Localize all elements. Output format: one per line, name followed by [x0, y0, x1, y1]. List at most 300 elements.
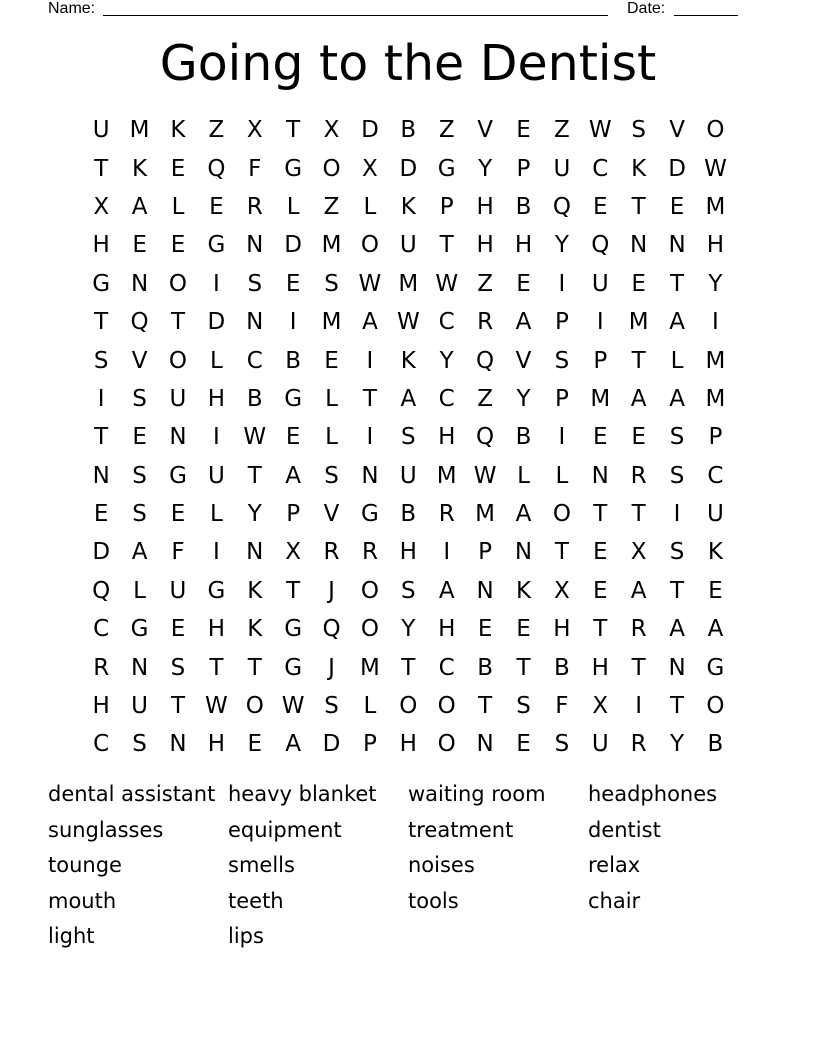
grid-cell: T [631, 193, 646, 220]
grid-cell: S [669, 462, 685, 489]
grid-cell: H [92, 232, 110, 259]
grid-cell: M [321, 309, 342, 336]
grid-cell: N [92, 462, 110, 489]
grid-cell: U [553, 155, 571, 182]
grid-cell: B [553, 654, 570, 681]
grid-cell: H [476, 232, 494, 259]
grid-cell: C [438, 385, 455, 412]
grid-cell: S [93, 347, 109, 374]
grid-cell: E [247, 731, 263, 758]
grid-cell: A [131, 539, 148, 566]
date-label: Date: [627, 0, 666, 17]
grid-cell: R [630, 462, 647, 489]
grid-cell: Q [130, 309, 149, 336]
grid-cell: W [704, 155, 727, 182]
grid-cell: S [401, 577, 416, 604]
grid-cell: P [708, 424, 723, 451]
grid-cell: B [246, 385, 263, 412]
grid-cell: H [476, 193, 494, 220]
grid-cell: E [170, 501, 186, 528]
grid-cell: U [707, 501, 724, 528]
grid-cell: I [97, 385, 105, 412]
grid-cell: I [712, 309, 719, 336]
word-list-item: tools [408, 888, 459, 913]
word-list-item: light [48, 924, 95, 948]
grid-cell: Q [476, 424, 495, 451]
word-list-item: teeth [228, 888, 284, 913]
grid-cell: E [593, 424, 608, 451]
grid-cell: Y [708, 270, 723, 297]
grid-cell: A [630, 385, 647, 412]
grid-cell: C [93, 731, 110, 758]
grid-cell: X [246, 117, 263, 144]
grid-cell: U [591, 731, 609, 758]
grid-cell: N [630, 232, 648, 259]
grid-cell: H [438, 616, 456, 643]
grid-cell: O [360, 577, 379, 604]
grid-cell: T [631, 347, 646, 374]
grid-cell: Y [516, 385, 531, 412]
grid-cell: V [515, 347, 532, 374]
grid-cell: I [366, 424, 374, 451]
grid-cell: K [400, 347, 416, 374]
grid-cell: G [130, 616, 149, 643]
word-list-item: dental assistant [48, 782, 216, 806]
grid-cell: E [631, 270, 646, 297]
grid-cell: P [554, 385, 569, 412]
grid-cell: T [516, 654, 531, 681]
grid-cell: V [477, 117, 493, 144]
word-list-item: heavy blanket [228, 782, 377, 806]
grid-cell: H [553, 616, 571, 643]
grid-cell: S [132, 731, 147, 758]
grid-cell: C [438, 309, 455, 336]
grid-cell: A [515, 501, 532, 528]
word-list-item: headphones [588, 782, 718, 806]
grid-cell: T [94, 424, 109, 451]
grid-cell: T [439, 232, 454, 259]
grid-cell: N [130, 270, 149, 297]
word-list-item: lips [228, 924, 264, 948]
grid-cell: E [209, 193, 224, 220]
grid-cell: E [132, 424, 147, 451]
grid-cell: Q [552, 193, 571, 220]
grid-cell: P [362, 731, 377, 758]
grid-cell: K [400, 193, 416, 220]
grid-cell: M [705, 385, 726, 412]
grid-cell: O [360, 616, 379, 643]
grid-cell: S [324, 693, 339, 720]
grid-cell: M [705, 347, 726, 374]
grid-cell: T [478, 693, 493, 720]
grid-cell: Q [476, 347, 495, 374]
grid-cell: F [555, 693, 569, 720]
grid-cell: M [360, 654, 380, 681]
grid-cell: S [132, 385, 147, 412]
grid-cell: A [438, 577, 455, 604]
grid-cell: O [706, 693, 725, 720]
grid-cell: A [285, 731, 302, 758]
grid-cell: E [593, 539, 608, 566]
grid-cell: H [438, 424, 456, 451]
grid-cell: H [706, 232, 725, 259]
grid-cell: E [285, 270, 301, 297]
grid-cell: C [707, 462, 724, 489]
grid-cell: D [399, 155, 418, 182]
grid-cell: M [129, 117, 150, 144]
grid-cell: R [361, 539, 378, 566]
grid-cell: K [170, 117, 186, 144]
grid-cell: S [247, 270, 263, 297]
grid-cell: G [207, 577, 226, 604]
word-list-item: waiting room [408, 782, 546, 806]
grid-cell: P [478, 539, 493, 566]
grid-cell: A [515, 309, 532, 336]
grid-cell: M [398, 270, 419, 297]
grid-cell: H [207, 731, 226, 758]
grid-cell: D [284, 232, 302, 259]
grid-cell: P [439, 193, 454, 220]
grid-cell: J [328, 654, 335, 681]
word-list-item: chair [588, 888, 641, 913]
grid-cell: I [558, 424, 566, 451]
grid-cell: T [209, 654, 224, 681]
grid-cell: L [286, 193, 300, 220]
grid-cell: T [593, 501, 608, 528]
grid-cell: I [673, 501, 681, 528]
grid-cell: D [361, 117, 379, 144]
grid-cell: T [94, 309, 109, 336]
grid-cell: T [670, 270, 685, 297]
grid-cell: Z [477, 385, 493, 412]
word-list [48, 777, 768, 955]
grid-cell: B [285, 347, 302, 374]
grid-cell: S [554, 347, 570, 374]
grid-cell: O [245, 693, 264, 720]
grid-cell: I [366, 347, 374, 374]
grid-cell: U [399, 462, 417, 489]
grid-cell: H [591, 654, 609, 681]
page-title: Going to the Dentist [159, 35, 657, 92]
grid-cell: U [399, 232, 417, 259]
grid-cell: P [593, 347, 608, 374]
grid-cell: Y [401, 616, 416, 643]
word-list-item: relax [588, 853, 641, 877]
grid-cell: N [514, 539, 533, 566]
grid-cell: W [473, 462, 497, 489]
grid-cell: U [591, 270, 609, 297]
grid-cell: E [170, 616, 186, 643]
word-list-item: mouth [48, 888, 117, 913]
grid-cell: N [668, 654, 686, 681]
grid-cell: A [400, 385, 417, 412]
grid-cell: A [285, 462, 302, 489]
grid-cell: Z [554, 117, 570, 144]
grid-cell: Z [438, 117, 455, 144]
grid-cell: F [248, 155, 262, 182]
word-list-item: sunglasses [48, 817, 164, 842]
grid-cell: E [132, 232, 147, 259]
grid-cell: R [477, 309, 494, 336]
grid-cell: A [669, 309, 685, 336]
grid-cell: P [516, 155, 531, 182]
grid-cell: M [705, 193, 726, 220]
grid-cell: O [360, 232, 379, 259]
grid-cell: K [247, 577, 263, 604]
grid-cell: N [169, 731, 187, 758]
grid-cell: O [437, 731, 456, 758]
grid-cell: B [400, 117, 417, 144]
grid-cell: A [131, 193, 148, 220]
grid-cell: G [284, 155, 303, 182]
grid-cell: T [631, 501, 646, 528]
grid-cell: G [284, 385, 303, 412]
grid-cell: E [516, 117, 531, 144]
grid-cell: G [361, 501, 379, 528]
grid-cell: H [514, 232, 533, 259]
grid-cell: H [92, 693, 110, 720]
grid-cell: C [246, 347, 263, 374]
grid-cell: N [130, 654, 149, 681]
grid-cell: C [438, 654, 455, 681]
grid-cell: A [630, 577, 647, 604]
grid-cell: F [171, 539, 185, 566]
grid-cell: T [401, 654, 416, 681]
grid-cell: I [289, 309, 297, 336]
grid-cell: V [669, 117, 685, 144]
grid-cell: E [324, 347, 339, 374]
grid-cell: T [94, 155, 109, 182]
grid-cell: T [670, 693, 685, 720]
grid-cell: X [592, 693, 609, 720]
grid-cell: E [516, 270, 531, 297]
grid-cell: S [631, 117, 646, 144]
grid-cell: Y [478, 155, 493, 182]
grid-cell: N [246, 309, 264, 336]
grid-cell: W [281, 693, 305, 720]
name-blank-line[interactable] [103, 15, 608, 16]
grid-cell: T [170, 693, 185, 720]
grid-cell: G [169, 462, 187, 489]
grid-cell: L [209, 347, 223, 374]
grid-cell: D [92, 539, 111, 566]
grid-cell: E [516, 616, 531, 643]
grid-cell: S [401, 424, 416, 451]
grid-cell: H [399, 731, 417, 758]
grid-cell: I [635, 693, 643, 720]
grid-cell: I [212, 539, 220, 566]
grid-cell: W [435, 270, 459, 297]
grid-cell: U [131, 693, 148, 720]
grid-cell: Z [323, 193, 340, 220]
grid-cell: N [361, 462, 379, 489]
grid-cell: S [170, 654, 186, 681]
grid-cell: S [669, 539, 685, 566]
grid-cell: A [669, 385, 685, 412]
grid-cell: T [247, 654, 262, 681]
grid-cell: L [133, 577, 146, 604]
grid-cell: Y [554, 232, 569, 259]
grid-cell: S [324, 270, 339, 297]
word-list-item: equipment [228, 817, 342, 842]
grid-cell: K [707, 539, 723, 566]
grid-cell: M [436, 462, 457, 489]
grid-cell: Q [591, 232, 610, 259]
word-list-item: tounge [48, 853, 122, 877]
grid-cell: K [132, 155, 148, 182]
grid-cell: A [362, 309, 378, 336]
word-list-item: noises [408, 853, 475, 877]
grid-cell: N [668, 232, 686, 259]
grid-cell: E [170, 232, 186, 259]
grid-cell: X [362, 155, 378, 182]
grid-cell: G [437, 155, 456, 182]
grid-cell: N [246, 232, 264, 259]
grid-cell: I [212, 424, 220, 451]
grid-cell: Y [670, 731, 685, 758]
grid-cell: G [92, 270, 111, 297]
grid-cell: E [285, 424, 301, 451]
grid-cell: Q [322, 616, 341, 643]
grid-cell: R [93, 654, 110, 681]
grid-cell: A [669, 616, 685, 643]
grid-cell: E [708, 577, 723, 604]
grid-cell: K [247, 616, 263, 643]
grid-cell: Q [92, 577, 111, 604]
grid-cell: L [517, 462, 530, 489]
grid-cell: M [321, 232, 342, 259]
grid-cell: N [476, 731, 494, 758]
grid-cell: L [171, 193, 185, 220]
grid-cell: N [246, 539, 264, 566]
grid-cell: W [243, 424, 267, 451]
grid-cell: M [628, 309, 649, 336]
grid-cell: D [207, 309, 226, 336]
grid-cell: T [286, 577, 301, 604]
grid-cell: R [246, 193, 263, 220]
grid-cell: P [554, 309, 569, 336]
grid-cell: B [400, 501, 417, 528]
grid-cell: I [443, 539, 451, 566]
grid-cell: T [554, 539, 569, 566]
grid-cell: B [515, 193, 532, 220]
grid-cell: O [168, 270, 188, 297]
grid-cell: Z [208, 117, 225, 144]
grid-cell: V [131, 347, 148, 374]
word-list-item: treatment [408, 817, 514, 842]
grid-cell: X [630, 539, 647, 566]
grid-cell: O [168, 347, 188, 374]
grid-cell: X [554, 577, 570, 604]
grid-cell: U [92, 117, 110, 144]
grid-cell: E [170, 155, 186, 182]
grid-cell: I [558, 270, 566, 297]
grid-cell: X [285, 539, 302, 566]
grid-cell: R [438, 501, 455, 528]
header-line [48, 0, 748, 20]
word-list-item: smells [228, 853, 295, 877]
grid-cell: O [322, 155, 341, 182]
grid-cell: W [358, 270, 382, 297]
grid-cell: C [592, 155, 609, 182]
letter-grid [82, 111, 735, 764]
grid-cell: S [554, 731, 570, 758]
grid-cell: D [668, 155, 686, 182]
grid-cell: Q [207, 155, 226, 182]
grid-cell: A [707, 616, 724, 643]
grid-cell: X [93, 193, 110, 220]
grid-cell: K [631, 155, 647, 182]
grid-cell: E [93, 501, 109, 528]
grid-cell: C [93, 616, 110, 643]
grid-cell: S [669, 424, 685, 451]
grid-cell: M [475, 501, 496, 528]
word-list-item: dentist [588, 817, 661, 842]
grid-cell: X [323, 117, 340, 144]
grid-cell: S [324, 462, 339, 489]
grid-cell: N [169, 424, 187, 451]
grid-cell: T [670, 577, 685, 604]
grid-cell: B [477, 654, 493, 681]
grid-cell: H [399, 539, 417, 566]
grid-cell: E [516, 731, 531, 758]
grid-cell: L [209, 501, 223, 528]
grid-cell: L [325, 385, 338, 412]
grid-cell: S [132, 501, 147, 528]
grid-cell: P [286, 501, 301, 528]
grid-cell: N [591, 462, 609, 489]
grid-cell: I [596, 309, 604, 336]
grid-cell: D [322, 731, 341, 758]
grid-cell: H [207, 616, 226, 643]
grid-cell: G [706, 654, 725, 681]
grid-cell: S [516, 693, 531, 720]
grid-cell: L [555, 462, 569, 489]
date-blank-line[interactable] [674, 15, 738, 16]
grid-cell: B [707, 731, 724, 758]
grid-cell: K [515, 577, 532, 604]
grid-cell: L [363, 193, 377, 220]
grid-cell: G [207, 232, 226, 259]
grid-cell: T [631, 654, 646, 681]
grid-cell: T [170, 309, 185, 336]
grid-cell: M [590, 385, 611, 412]
grid-cell: O [437, 693, 456, 720]
grid-cell: T [286, 117, 301, 144]
grid-cell: W [588, 117, 612, 144]
grid-cell: Z [477, 270, 493, 297]
grid-cell: L [363, 693, 377, 720]
grid-cell: E [477, 616, 493, 643]
grid-cell: R [630, 616, 647, 643]
grid-cell: S [132, 462, 147, 489]
grid-cell: L [325, 424, 338, 451]
grid-cell: B [515, 424, 532, 451]
grid-cell: E [631, 424, 646, 451]
grid-cell: E [593, 577, 608, 604]
name-label: Name: [48, 0, 96, 17]
grid-cell: R [630, 731, 647, 758]
grid-cell: O [399, 693, 418, 720]
grid-cell: E [669, 193, 685, 220]
grid-cell: E [593, 193, 608, 220]
grid-cell: H [207, 385, 226, 412]
grid-cell: V [323, 501, 340, 528]
grid-cell: L [670, 347, 684, 374]
grid-cell: O [706, 117, 725, 144]
grid-cell: I [212, 270, 220, 297]
grid-cell: Y [439, 347, 454, 374]
